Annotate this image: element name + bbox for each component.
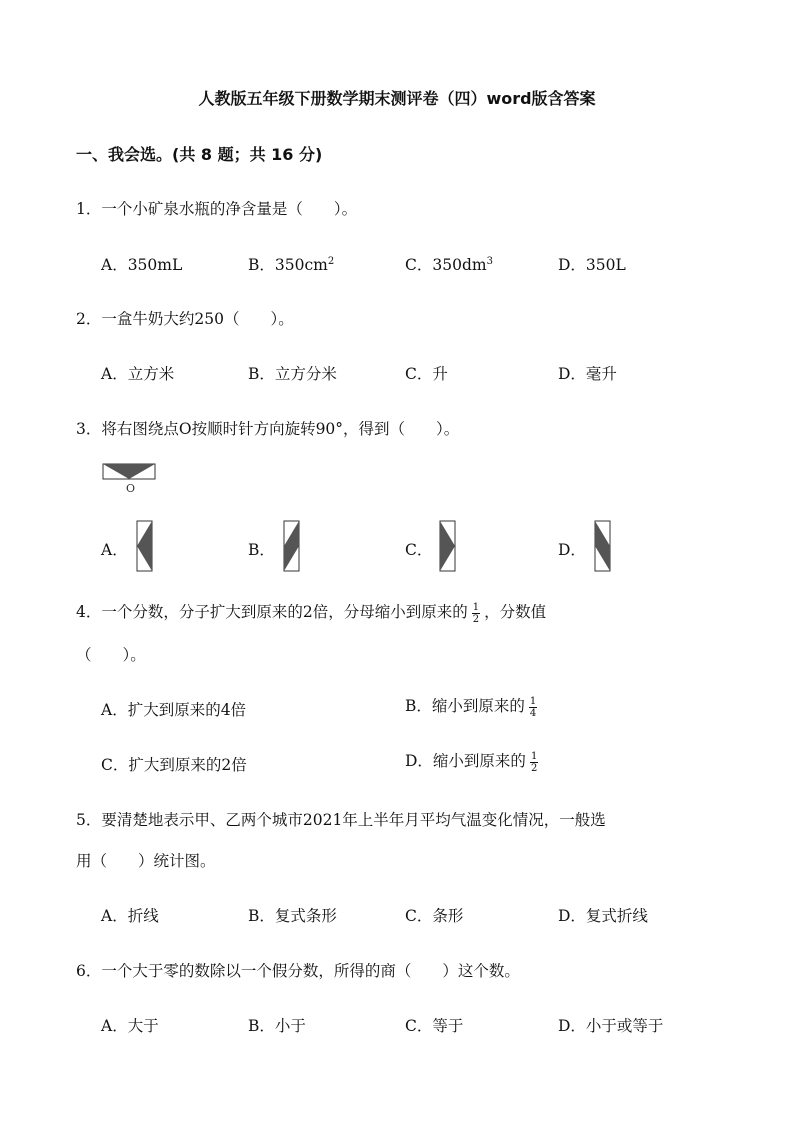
fraction-denominator: 2 (472, 613, 480, 625)
q4-option-a[interactable]: A．扩大到原来的4倍 (101, 701, 247, 719)
q1-option-b-text: B．350cm (248, 256, 328, 274)
q1-option-b[interactable] (248, 253, 334, 275)
question-5: 5．要清楚地表示甲、乙两个城市2021年上半年月平均气温变化情况，一般选 (76, 811, 606, 829)
q2-option-a[interactable]: A．立方米 (101, 365, 175, 383)
q4-option-d-text: D．缩小到原来的 (405, 752, 526, 770)
q3-option-b[interactable]: B． (248, 541, 275, 559)
page-title: 人教版五年级下册数学期末测评卷（四）word版含答案 (198, 89, 596, 108)
q3-option-a[interactable]: A． (101, 541, 128, 559)
q3-option-c-figure[interactable] (439, 520, 457, 572)
question-3: 3．将右图绕点O按顺时针方向旋转90°，得到（ ）。 (76, 420, 460, 438)
q1-option-a[interactable]: A．350mL (101, 256, 183, 274)
question-1: 1．一个小矿泉水瓶的净含量是（ ）。 (76, 200, 358, 218)
question-4-text: 4．一个分数，分子扩大到原来的2倍，分母缩小到原来的 (76, 603, 468, 621)
q6-option-c[interactable]: C．等于 (405, 1017, 464, 1035)
q1-option-d[interactable]: D．350L (558, 256, 626, 274)
q4-option-d[interactable] (405, 749, 542, 774)
fraction-one-quarter (529, 696, 537, 719)
q4-option-c[interactable]: C．扩大到原来的2倍 (101, 756, 247, 774)
q3-option-a-figure[interactable] (136, 520, 154, 572)
fraction-numerator: 1 (472, 601, 480, 613)
q1-option-c-text: C．350dm (405, 256, 487, 274)
q2-option-b[interactable]: B．立方分米 (248, 365, 337, 383)
section-heading: 一、我会选。(共 8 题；共 16 分) (76, 145, 323, 164)
q3-option-c[interactable]: C． (405, 541, 433, 559)
fraction-denominator: 4 (529, 707, 537, 719)
question-5-line-2: 用（ ）统计图。 (76, 852, 216, 870)
fraction-numerator: 1 (529, 695, 537, 707)
fraction-denominator: 2 (530, 762, 538, 774)
q4-option-b-text: B．缩小到原来的 (405, 697, 525, 715)
q6-option-d[interactable]: D．小于或等于 (558, 1017, 664, 1035)
q2-option-c[interactable]: C．升 (405, 365, 448, 383)
question-2: 2．一盒牛奶大约250（ ）。 (76, 310, 294, 328)
q4-option-b[interactable] (405, 694, 541, 719)
question-4 (76, 600, 546, 625)
rotation-figure (102, 463, 158, 495)
fraction-numerator: 1 (530, 750, 538, 762)
q6-option-a[interactable]: A．大于 (101, 1017, 159, 1035)
q3-option-d[interactable]: D． (558, 541, 586, 559)
q1-option-c[interactable] (405, 253, 493, 275)
question-6: 6．一个大于零的数除以一个假分数，所得的商（ ）这个数。 (76, 962, 520, 980)
fraction-one-half (530, 751, 538, 774)
q3-option-d-figure[interactable] (594, 520, 612, 572)
question-4-line-2: （ ）。 (76, 646, 146, 664)
question-4-text-after: ，分数值 (484, 603, 547, 621)
q2-option-d[interactable]: D．毫升 (558, 365, 617, 383)
q1-option-b-exponent: 2 (327, 256, 335, 267)
q1-option-c-exponent: 3 (486, 256, 493, 267)
fraction-one-half (472, 602, 480, 625)
q3-option-b-figure[interactable] (283, 520, 301, 572)
q5-option-b[interactable]: B．复式条形 (248, 907, 337, 925)
q6-option-b[interactable]: B．小于 (248, 1017, 306, 1035)
q5-option-d[interactable]: D．复式折线 (558, 907, 648, 925)
q5-option-c[interactable]: C．条形 (405, 907, 464, 925)
q5-option-a[interactable]: A．折线 (101, 907, 159, 925)
point-o-label: O (126, 482, 136, 495)
